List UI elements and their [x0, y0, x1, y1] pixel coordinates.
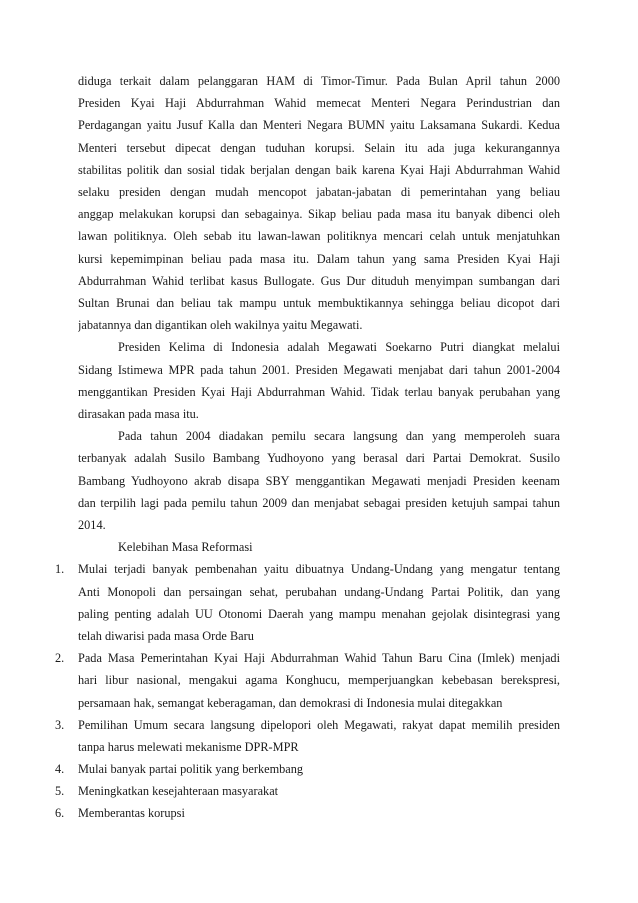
- text-line: Mulai banyak partai politik yang berkembang: [78, 762, 304, 777]
- paragraph-continuation: [78, 70, 560, 336]
- paragraph-sby: [78, 425, 560, 536]
- text-line: paling penting adalah UU Otonomi Daerah yang mampu menahan gejolak disintegrasi yang: [78, 606, 560, 621]
- text-line: Menteri tersebut dipecat dengan tuduhan korupsi. Selain itu ada juga kekurangannya: [78, 140, 560, 155]
- text-line: Mulai terjadi banyak pembenahan yaitu dibuatnya Undang-Undang yang mengatur tentang: [78, 562, 560, 577]
- numbered-list: [55, 558, 560, 824]
- text-line: tanpa harus melewati mekanisme DPR-MPR: [78, 739, 299, 754]
- text-line: dan terpilih lagi pada pemilu tahun 2009 dan menjabat sebagai presiden ketujuh sampai tahun: [78, 495, 560, 510]
- heading-text: Kelebihan Masa Reformasi: [118, 540, 253, 555]
- list-number: 1.: [55, 562, 65, 577]
- list-item: [55, 758, 560, 780]
- text-line: telah diwarisi pada masa Orde Baru: [78, 628, 254, 643]
- list-number: 2.: [55, 651, 65, 666]
- text-line: Pada tahun 2004 diadakan pemilu secara langsung dan yang memperoleh suara: [118, 429, 560, 444]
- section-heading: [78, 536, 560, 558]
- list-item: [55, 558, 560, 647]
- paragraph-megawati: [78, 336, 560, 425]
- list-number: 4.: [55, 762, 65, 777]
- text-line: Anti Monopoli dan persaingan sehat, perubahan undang-Undang Partai Politik, dan yang: [78, 584, 560, 599]
- list-item: [55, 802, 560, 824]
- text-line: menggantikan Presiden Kyai Haji Abdurrahman Wahid. Tidak terlau banyak perubahan yang: [78, 384, 560, 399]
- list-number: 6.: [55, 806, 65, 821]
- text-line: diduga terkait dalam pelanggaran HAM di Timor-Timur. Pada Bulan April tahun 2000: [78, 74, 560, 88]
- text-line: hari libur nasional, mengakui agama Konghucu, memperjuangkan kebebasan berekspresi,: [78, 673, 560, 688]
- text-line: dirasakan pada masa itu.: [78, 406, 199, 421]
- text-line: Memberantas korupsi: [78, 806, 185, 821]
- list-item: [55, 780, 560, 802]
- text-line: Presiden Kelima di Indonesia adalah Megawati Soekarno Putri diangkat melalui: [118, 340, 560, 355]
- text-line: Meningkatkan kesejahteraan masyarakat: [78, 784, 279, 799]
- text-line: stabilitas politik dan sosial tidak berjalan dengan baik karena Kyai Haji Abdurrahman Wahid: [78, 162, 560, 177]
- text-line: anggap melakukan korupsi dan sebagainya. Sikap beliau pada masa itu banyak dibenci oleh: [78, 207, 560, 222]
- text-line: Pemilihan Umum secara langsung dipelopori oleh Megawati, rakyat dapat memilih presiden: [78, 717, 560, 732]
- text-line: selaku presiden dengan mudah mencopot jabatan-jabatan di pemerintahan yang beliau: [78, 184, 560, 199]
- list-item: [55, 714, 560, 758]
- list-number: 5.: [55, 784, 65, 799]
- list-number: 3.: [55, 717, 65, 732]
- text-line: Pada Masa Pemerintahan Kyai Haji Abdurrahman Wahid Tahun Baru Cina (Imlek) menjadi: [78, 651, 560, 666]
- text-line: terbanyak adalah Susilo Bambang Yudhoyono yang berasal dari Partai Demokrat. Susilo: [78, 451, 560, 466]
- text-line: Perdagangan yaitu Jusuf Kalla dan Menteri Negara BUMN yaitu Laksamana Sukardi. Kedua: [78, 118, 560, 133]
- text-line: kursi kepemimpinan beliau pada masa itu. Dalam tahun yang sama Presiden Kyai Haji: [78, 251, 560, 266]
- text-line: 2014.: [78, 517, 106, 532]
- text-line: Sidang Istimewa MPR pada tahun 2001. Presiden Megawati menjabat dari tahun 2001-2004: [78, 362, 560, 377]
- text-line: persamaan hak, semangat keberagaman, dan demokrasi di Indonesia mulai ditegakkan: [78, 695, 503, 710]
- text-line: jabatannya dan digantikan oleh wakilnya yaitu Megawati.: [78, 318, 363, 333]
- text-line: lawan politiknya. Oleh sebab itu lawan-lawan politiknya mencari celah untuk menjatuhkan: [78, 229, 560, 244]
- list-item: [55, 647, 560, 714]
- text-line: Presiden Kyai Haji Abdurrahman Wahid memecat Menteri Negara Perindustrian dan: [78, 96, 560, 111]
- text-line: Sultan Brunai dan beliau tak mampu untuk membuktikannya sehingga beliau dicopot dari: [78, 295, 560, 310]
- text-line: Bambang Yudhoyono akrab disapa SBY menggantikan Megawati menjadi Presiden keenam: [78, 473, 560, 488]
- text-line: Abdurrahman Wahid terlibat kasus Bullogate. Gus Dur dituduh menyimpan sumbangan dari: [78, 273, 560, 288]
